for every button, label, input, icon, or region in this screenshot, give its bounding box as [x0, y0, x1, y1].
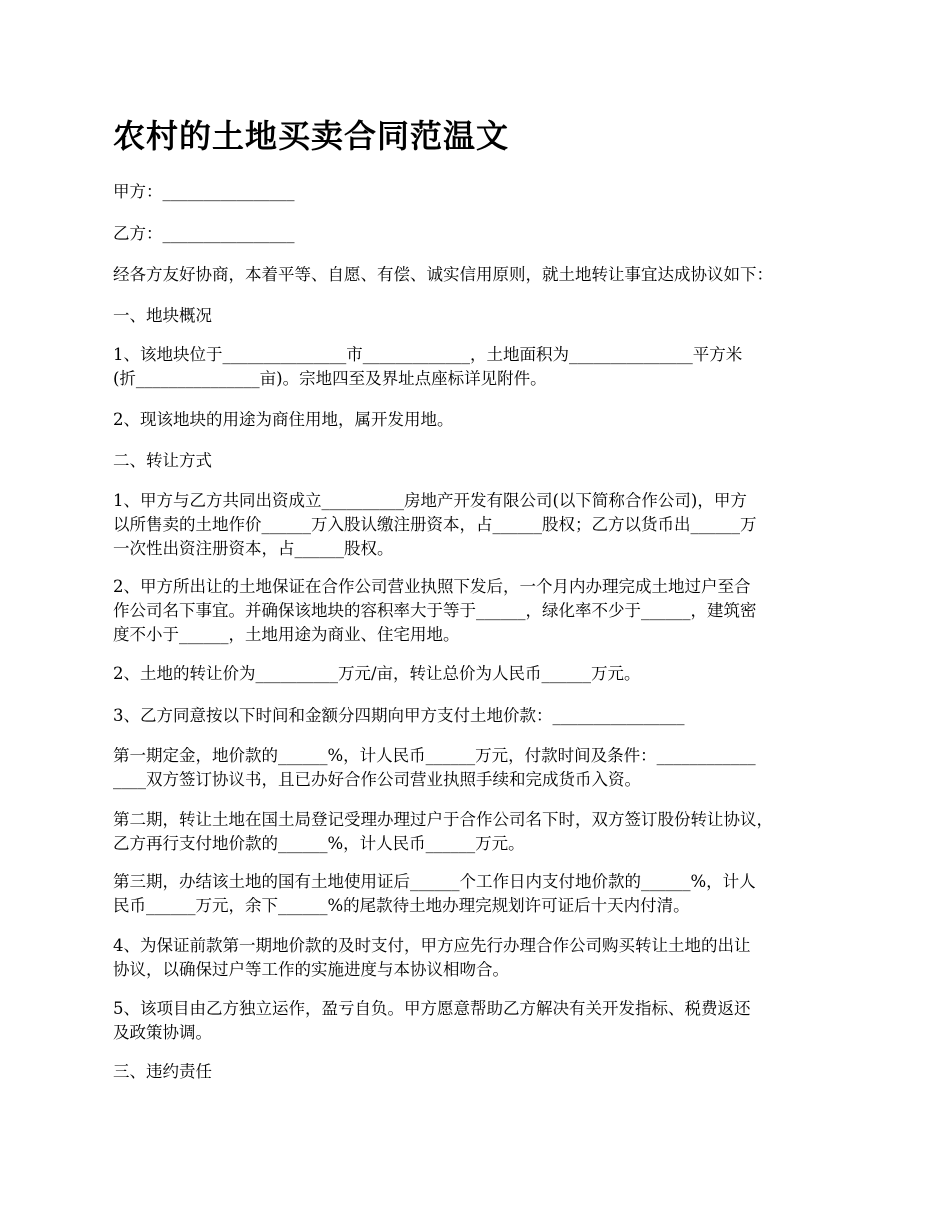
text-line: ____双方签订协议书，且已办好合作公司营业执照手续和完成货币入资。: [113, 770, 641, 789]
text-line: 第二期，转让土地在国土局登记受理办理过户于合作公司名下时，双方签订股份转让协议，: [113, 810, 773, 829]
text-line: 2、甲方所出让的土地保证在合作公司营业执照下发后，一个月内办理完成土地过户至合: [113, 577, 751, 596]
text-line: 4、为保证前款第一期地价款的及时支付，甲方应先行办理合作公司购买转让土地的出让: [113, 936, 751, 955]
text-line: 乙方：________________: [113, 224, 295, 243]
clause-1-1: [113, 343, 742, 391]
text-line: 1、该地块位于_______________市_____________，土地面积为_______________平方米: [113, 345, 743, 364]
text-line: 度不小于______，土地用途为商业、住宅用地。: [113, 625, 460, 644]
text-line: 一次性出资注册资本，占______股权。: [113, 539, 394, 558]
clause-2-3: [113, 662, 641, 686]
payment-phase-1: [113, 744, 756, 792]
clause-2-5: [113, 934, 751, 982]
text-line: 以所售卖的土地作价______万入股认缴注册资本，占______股权；乙方以货币出______万: [113, 515, 757, 534]
text-line: 乙方再行支付地价款的______%，计人民币______万元。: [113, 834, 525, 853]
text-line: 2、现该地块的用途为商住用地，属开发用地。: [113, 410, 454, 429]
party-a-line: [113, 180, 295, 204]
payment-phase-2: [113, 808, 773, 856]
text-line: 5、该项目由乙方独立运作，盈亏自负。甲方愿意帮助乙方解决有关开发指标、税费返还: [113, 999, 751, 1018]
text-line: 第一期定金，地价款的______%，计人民币______万元，付款时间及条件：____________: [113, 746, 756, 765]
payment-phase-3: [113, 870, 756, 918]
text-line: 1、甲方与乙方共同出资成立__________房地产开发有限公司(以下简称合作公司)，甲方: [113, 491, 747, 510]
text-line: 及政策协调。: [113, 1023, 212, 1042]
section-heading-1: [113, 304, 212, 328]
text-line: 经各方友好协商，本着平等、自愿、有偿、诚实信用原则，就土地转让事宜达成协议如下：: [113, 265, 773, 284]
text-line: 二、转让方式: [113, 451, 212, 470]
preamble-paragraph: [113, 263, 773, 287]
text-line: 2、土地的转让价为__________万元/亩，转让总价为人民币______万元。: [113, 664, 641, 683]
text-line: 三、违约责任: [113, 1062, 212, 1081]
text-line: 一、地块概况: [113, 306, 212, 325]
clause-2-1: [113, 489, 757, 561]
text-line: 民币______万元，余下______%的尾款待土地办理完规划许可证后十天内付清。: [113, 896, 690, 915]
clause-2-6: [113, 997, 751, 1045]
party-b-line: [113, 222, 295, 246]
text-line: 3、乙方同意按以下时间和金额分四期向甲方支付土地价款：________________: [113, 706, 685, 725]
clause-2-4: [113, 704, 685, 728]
document-title: 农村的土地买卖合同范温文: [113, 117, 510, 155]
text-line: (折_______________亩)。宗地四至及界址点座标详见附件。: [113, 369, 547, 388]
text-line: 第三期，办结该土地的国有土地使用证后______个工作日内支付地价款的______%，计人: [113, 872, 756, 891]
section-heading-3: [113, 1060, 212, 1084]
text-line: 作公司名下事宜。并确保该地块的容积率大于等于______，绿化率不少于______，建筑密: [113, 601, 757, 620]
text-line: 甲方：________________: [113, 182, 295, 201]
clause-2-2: [113, 575, 757, 647]
section-heading-2: [113, 449, 212, 473]
text-line: 协议，以确保过户等工作的实施进度与本协议相吻合。: [113, 960, 509, 979]
clause-1-2: [113, 408, 454, 432]
